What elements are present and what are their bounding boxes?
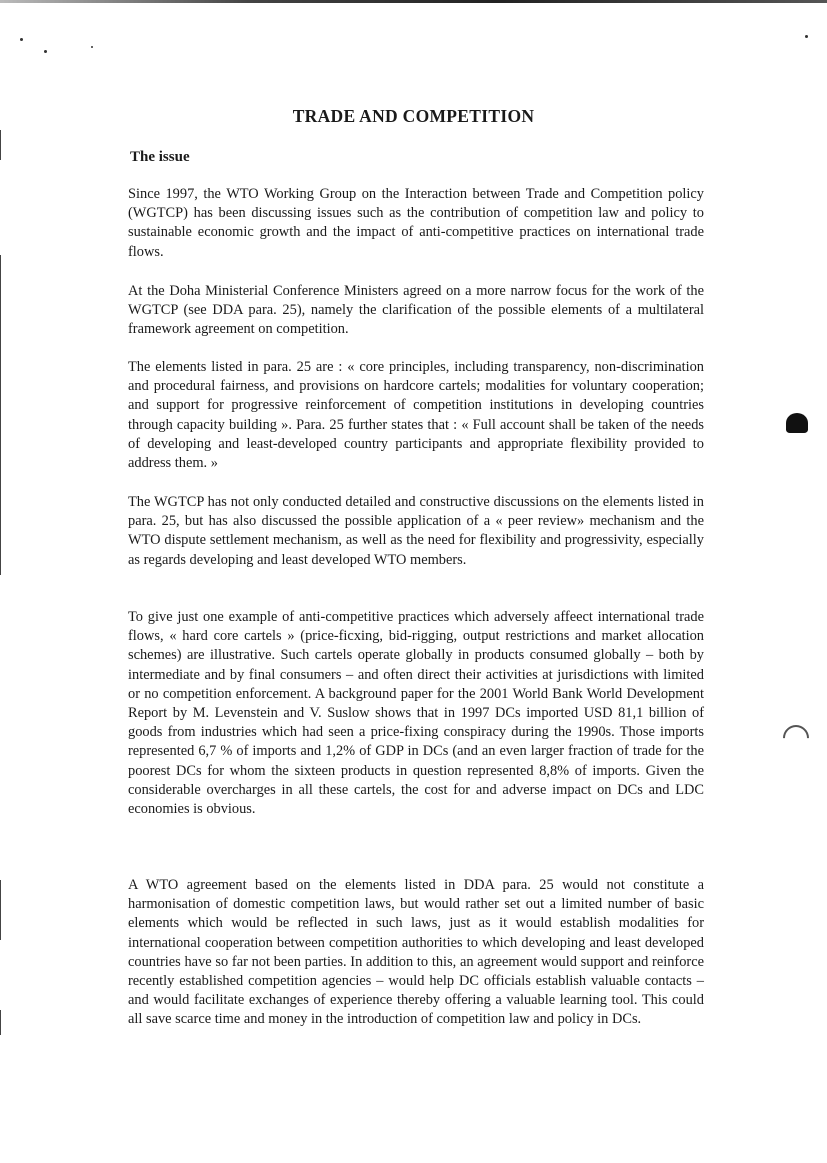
- scan-hole-punch-mark: [786, 413, 808, 433]
- scan-margin-line: [0, 1010, 1, 1035]
- scan-speck: [20, 38, 23, 41]
- paragraph-5: To give just one example of anti-competitive practices which adversely affeect international trade flows, « hard core cartels » (price-ficxing, bid-rigging, output restrictions and market allocation schemes) are illustrative. Such cartels operate globally in products consumed globally – both by intermediate and by final consumers – and often direct their activities at jurisdictions with limited or no competition enforcement. A background paper for the 2001 World Bank World Development Report by M. Levenstein and V. Suslow shows that in 1997 DCs imported USD 81,1 billion of goods from industries which had seen a price-fixing conspiracy during the 1990s. Those imports represented 6,7 % of imports and 1,2% of GDP in DCs (and an even larger fraction of trade for the poorest DCs for whom the sixteen products in question represented 8,8% of imports. Given the considerable overcharges in all these cartels, the cost for and adverse impact on DCs and LDC economies is obvious.: [128, 609, 704, 818]
- scan-ring-mark: [778, 720, 815, 757]
- paragraph-2: At the Doha Ministerial Conference Ministers agreed on a more narrow focus for the work of the WGTCP (see DDA para. 25), namely the clarification of the possible elements of a multilateral framework agreement on competition.: [128, 283, 704, 338]
- document-title: TRADE AND COMPETITION: [292, 106, 535, 126]
- paragraph-1: Since 1997, the WTO Working Group on the Interaction between Trade and Competition policy (WGTCP) has been discussing issues such as the contribution of competition law and policy to sustainable economic growth and the impact of anti-competitive practices on international trade flows.: [128, 186, 704, 260]
- paragraph-4: The WGTCP has not only conducted detailed and constructive discussions on the elements listed in para. 25, but has also discussed the possible application of a « peer review» mechanism and the WTO dispute settlement mechanism, as well as the need for flexibility and progressivity, especially as regards developing and least developed WTO members.: [128, 494, 704, 568]
- paragraph-6: A WTO agreement based on the elements listed in DDA para. 25 would not constitute a harmonisation of domestic competition laws, but would rather set out a limited number of basic elements which would be reflected in such laws, just as it would establish modalities for international cooperation between competition authorities to which developing and least developed countries have so far not been parties. In addition to this, an agreement would support and reinforce recently established competition agencies – would help DC officials establish valuable contacts – and would facilitate exchanges of experience thereby offering a valuable learning tool. This could all save scarce time and money in the introduction of competition law and policy in DCs.: [128, 877, 704, 1028]
- scan-margin-line: [0, 130, 1, 160]
- scan-edge-artifact: [0, 0, 827, 3]
- scan-speck: [91, 46, 93, 48]
- scan-speck: [44, 50, 47, 53]
- scan-speck: [805, 35, 808, 38]
- scan-margin-line: [0, 880, 1, 940]
- scan-margin-line: [0, 255, 1, 575]
- paragraph-3: The elements listed in para. 25 are : « core principles, including transparency, non-discrimination and procedural fairness, and provisions on hardcore cartels; modalities for voluntary cooperation; and support for progressive reinforcement of competition institutions in developing countries through capacity building ». Para. 25 further states that : « Full account shall be taken of the needs of developing and least-developed country participants and appropriate flexibility provided to address them. »: [128, 359, 704, 472]
- section-heading: The issue: [130, 149, 190, 165]
